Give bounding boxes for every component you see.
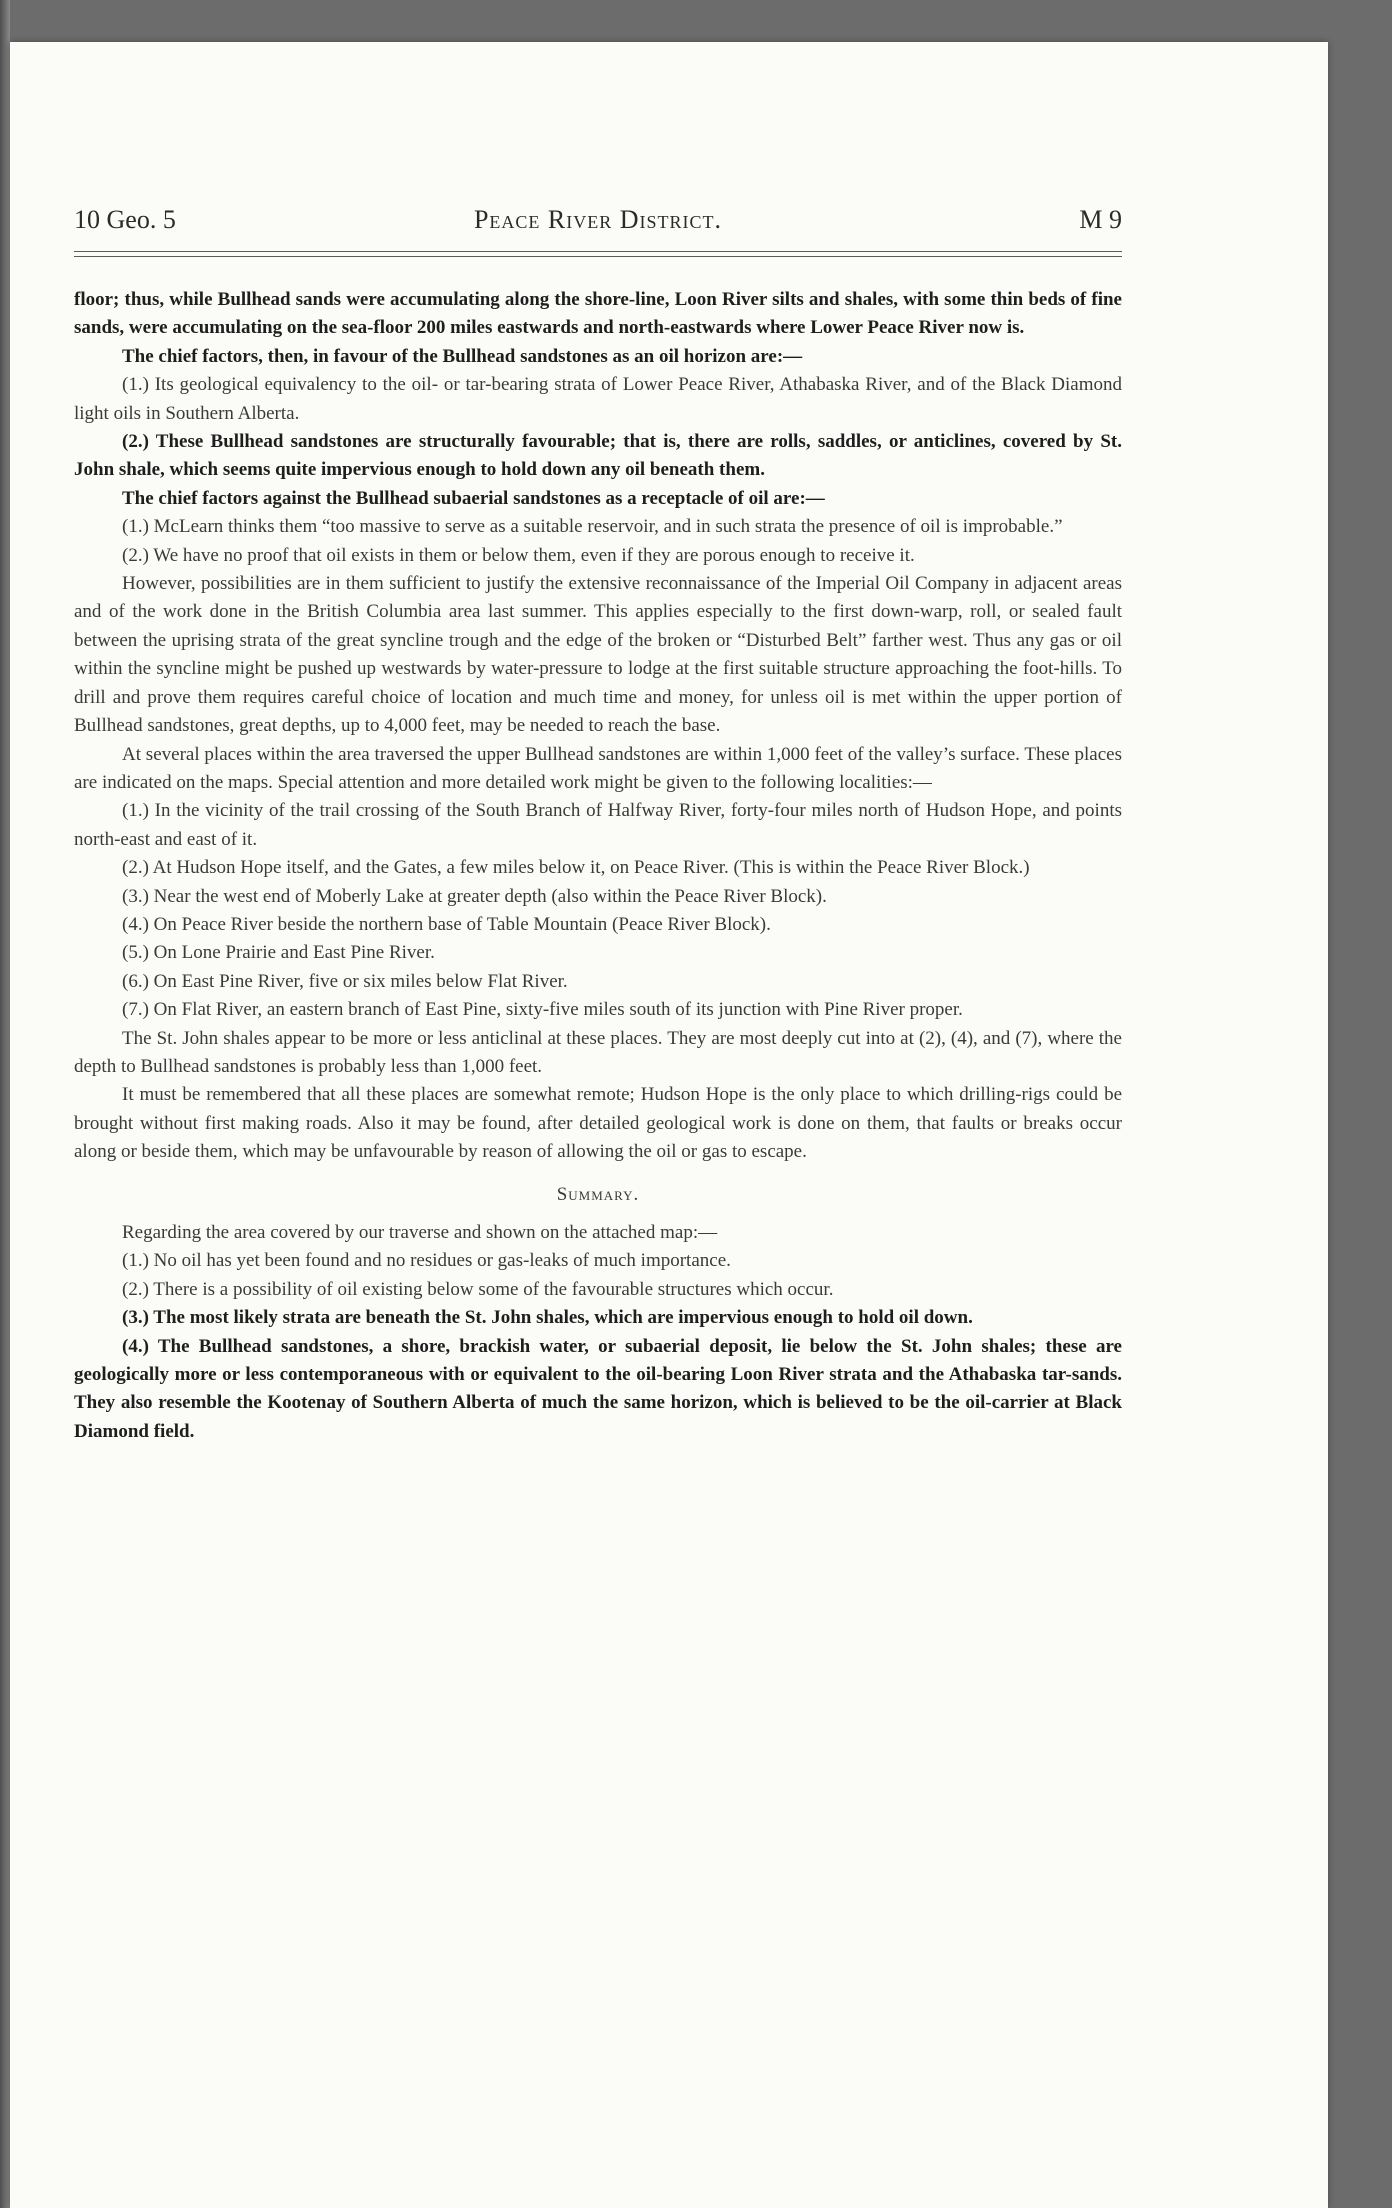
paragraph: (2.) These Bullhead sandstones are structurally favourable; that is, there are rolls, saddles, or anticlines, covered by St. John shale, which seems quite impervious enough to hold down any oil beneath them.: [74, 431, 1122, 481]
paragraph: (1.) In the vicinity of the trail crossing of the South Branch of Halfway River, forty-four miles north of Hudson Hope, and points north-east and east of it.: [74, 800, 1122, 850]
paragraph: The chief factors against the Bullhead subaerial sandstones as a receptacle of oil are:—: [122, 487, 825, 509]
main-paragraphs: [74, 286, 1122, 1167]
paragraph: (4.) The Bullhead sandstones, a shore, brackish water, or subaerial deposit, lie below the St. John shales; these are geologically more or less contemporaneous with or equivalent to the oil-bearing Loon River strata and the Athabaska tar-sands. They also resemble the Kootenay of Southern Alberta of much the same horizon, which is believed to be the oil-carrier at Black Diamond field.: [74, 1335, 1122, 1442]
paragraph: The chief factors, then, in favour of the Bullhead sandstones as an oil horizon are:—: [122, 345, 803, 367]
paragraph: It must be remembered that all these places are somewhat remote; Hudson Hope is the only place to which drilling-rigs could be brought without first making roads. Also it may be found, after detailed geological work is done on them, that faults or breaks occur along or beside them, which may be unfavourable by reason of allowing the oil or gas to escape.: [74, 1084, 1122, 1163]
paragraph: Regarding the area covered by our traverse and shown on the attached map:—: [122, 1222, 718, 1243]
paragraph: floor; thus, while Bullhead sands were accumulating along the shore-line, Loon River silts and shales, with some thin beds of fine sands, were accumulating on the sea-floor 200 miles eastwards and north-eastwards where Lower Peace River now is.: [74, 289, 1122, 339]
paragraph: (3.) Near the west end of Moberly Lake at greater depth (also within the Peace River Block).: [122, 885, 827, 907]
paragraph: The St. John shales appear to be more or less anticlinal at these places. They are most deeply cut into at (2), (4), and (7), where the depth to Bullhead sandstones is probably less than 1,000 feet.: [74, 1027, 1122, 1077]
paragraph: (4.) On Peace River beside the northern base of Table Mountain (Peace River Block).: [122, 913, 771, 935]
paragraph: (2.) We have no proof that oil exists in them or below them, even if they are porous enough to receive it.: [122, 544, 915, 566]
paragraph: (3.) The most likely strata are beneath the St. John shales, which are impervious enough to hold oil down.: [122, 1307, 973, 1329]
paragraph: (7.) On Flat River, an eastern branch of East Pine, sixty-five miles south of its junction with Pine River proper.: [122, 999, 963, 1021]
header-rule-bottom: [74, 256, 1122, 257]
paragraph: (1.) Its geological equivalency to the oil- or tar-bearing strata of Lower Peace River, Athabaska River, and of the Black Diamond light oils in Southern Alberta.: [74, 374, 1122, 424]
paragraph: (1.) McLearn thinks them “too massive to serve as a suitable reservoir, and in such strata the presence of oil is improbable.”: [122, 516, 1063, 538]
running-title: Peace River District.: [473, 205, 723, 234]
paragraph: (2.) At Hudson Hope itself, and the Gates, a few miles below it, on Peace River. (This is within the Peace River Block.): [122, 857, 1030, 879]
paragraph: (1.) No oil has yet been found and no residues or gas-leaks of much importance.: [122, 1250, 731, 1272]
summary-paragraphs: [74, 1219, 1122, 1446]
paragraph: (5.) On Lone Prairie and East Pine River.: [122, 942, 435, 964]
summary-heading: Summary.: [556, 1183, 640, 1205]
paragraph: (6.) On East Pine River, five or six miles below Flat River.: [122, 970, 568, 992]
page-number: M 9: [1079, 205, 1122, 234]
scan-left-edge: [0, 0, 10, 2208]
running-header: [74, 205, 1122, 239]
paragraph: At several places within the area traversed the upper Bullhead sandstones are within 1,000 feet of the valley’s surface. These places are indicated on the maps. Special attention and more detailed work might be given to the following localities:—: [74, 743, 1122, 793]
paragraph: However, possibilities are in them sufficient to justify the extensive reconnaissance of the Imperial Oil Company in adjacent areas and of the work done in the British Columbia area last summer. This applies especially to the first down-warp, roll, or sealed fault between the uprising strata of the great syncline trough and the edge of the broken or “Disturbed Belt” farther west. Thus any gas or oil within the syncline might be pushed up westwards by water-pressure to lodge at the first suitable structure approaching the foot-hills. To drill and prove them requires careful choice of location and much time and money, for unless oil is met within the upper portion of Bullhead sandstones, great depths, up to 4,000 feet, may be needed to reach the base.: [74, 573, 1122, 737]
body-text: [74, 286, 1122, 1446]
paragraph: (2.) There is a possibility of oil existing below some of the favourable structures which occur.: [122, 1278, 834, 1300]
session-label: 10 Geo. 5: [74, 205, 176, 234]
header-rule-top: [74, 251, 1122, 252]
